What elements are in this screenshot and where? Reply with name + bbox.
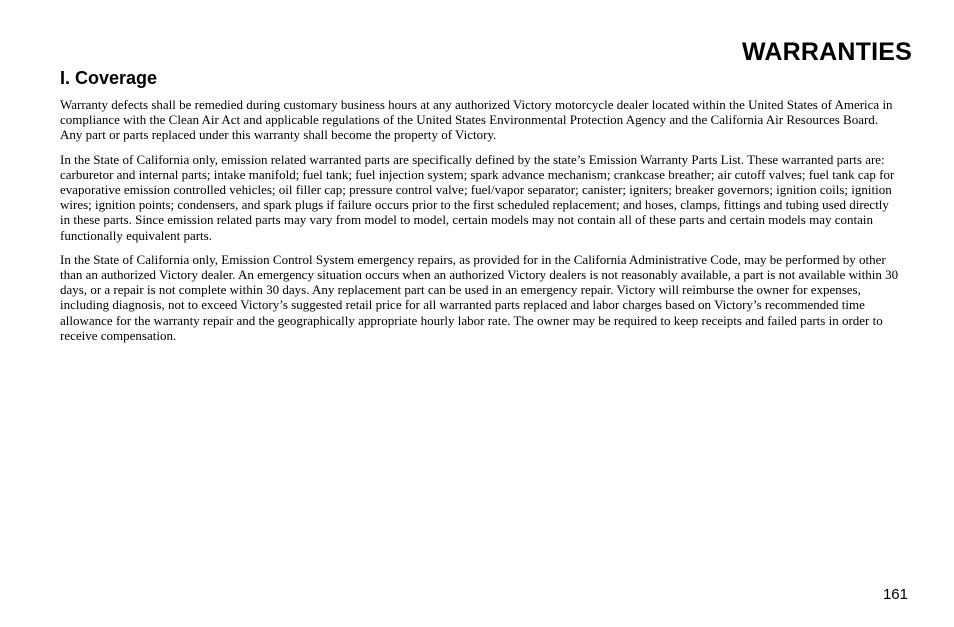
body-text [60,97,902,352]
page-number: 161 [882,586,908,603]
section-title: I. Coverage [60,68,158,88]
chapter-title: WARRANTIES [741,38,912,66]
paragraph-emergency-repairs: In the State of California only, Emission Control System emergency repairs, as provided for in the California Administrative Code, may be performed by other than an authorized Victory dealer. An emergency situation occurs when an authorized Victory dealers is not reasonably available, a part is not available within 30 days, or a repair is not complete within 30 days. Any replacement part can be used in an emergency repair. Victory will reimburse the owner for expenses, including diagnosis, not to exceed Victory’s suggested retail price for all warranted parts replaced and labor charges based on Victory’s recommended time allowance for the warranty repair and the geographically appropriate hourly labor rate. The owner may be required to keep receipts and failed parts in order to receive compensation. [60,251,899,343]
paragraph-repair-location: Warranty defects shall be remedied during customary business hours at any authorized Victory motorcycle dealer located within the United States of America in compliance with the Clean Air Act and applicable regulations of the United States Environmental Protection Agency and the California Air Resources Board. Any part or parts replaced under this warranty shall become the property of Victory. [60,97,893,143]
paragraph-warranted-parts: In the State of California only, emission related warranted parts are specifically defined by the state’s Emission Warranty Parts List. These warranted parts are: carburetor and internal parts; intake manifold; fuel tank; fuel injection system; spark advance mechanism; crankcase breather; air cutoff valves; fuel tank cap for evaporative emission controlled vehicles; oil filler cap; pressure control valve; fuel/vapor separator; canister; igniters; breaker governors; ignition coils; ignition wires; ignition points; condensers, and spark plugs if failure occurs prior to the first scheduled replacement; and hoses, clamps, fittings and tubing used directly in these parts. Since emission related parts may vary from model to model, certain models may not contain all of these parts and certain models may contain functionally equivalent parts. [60,151,895,243]
